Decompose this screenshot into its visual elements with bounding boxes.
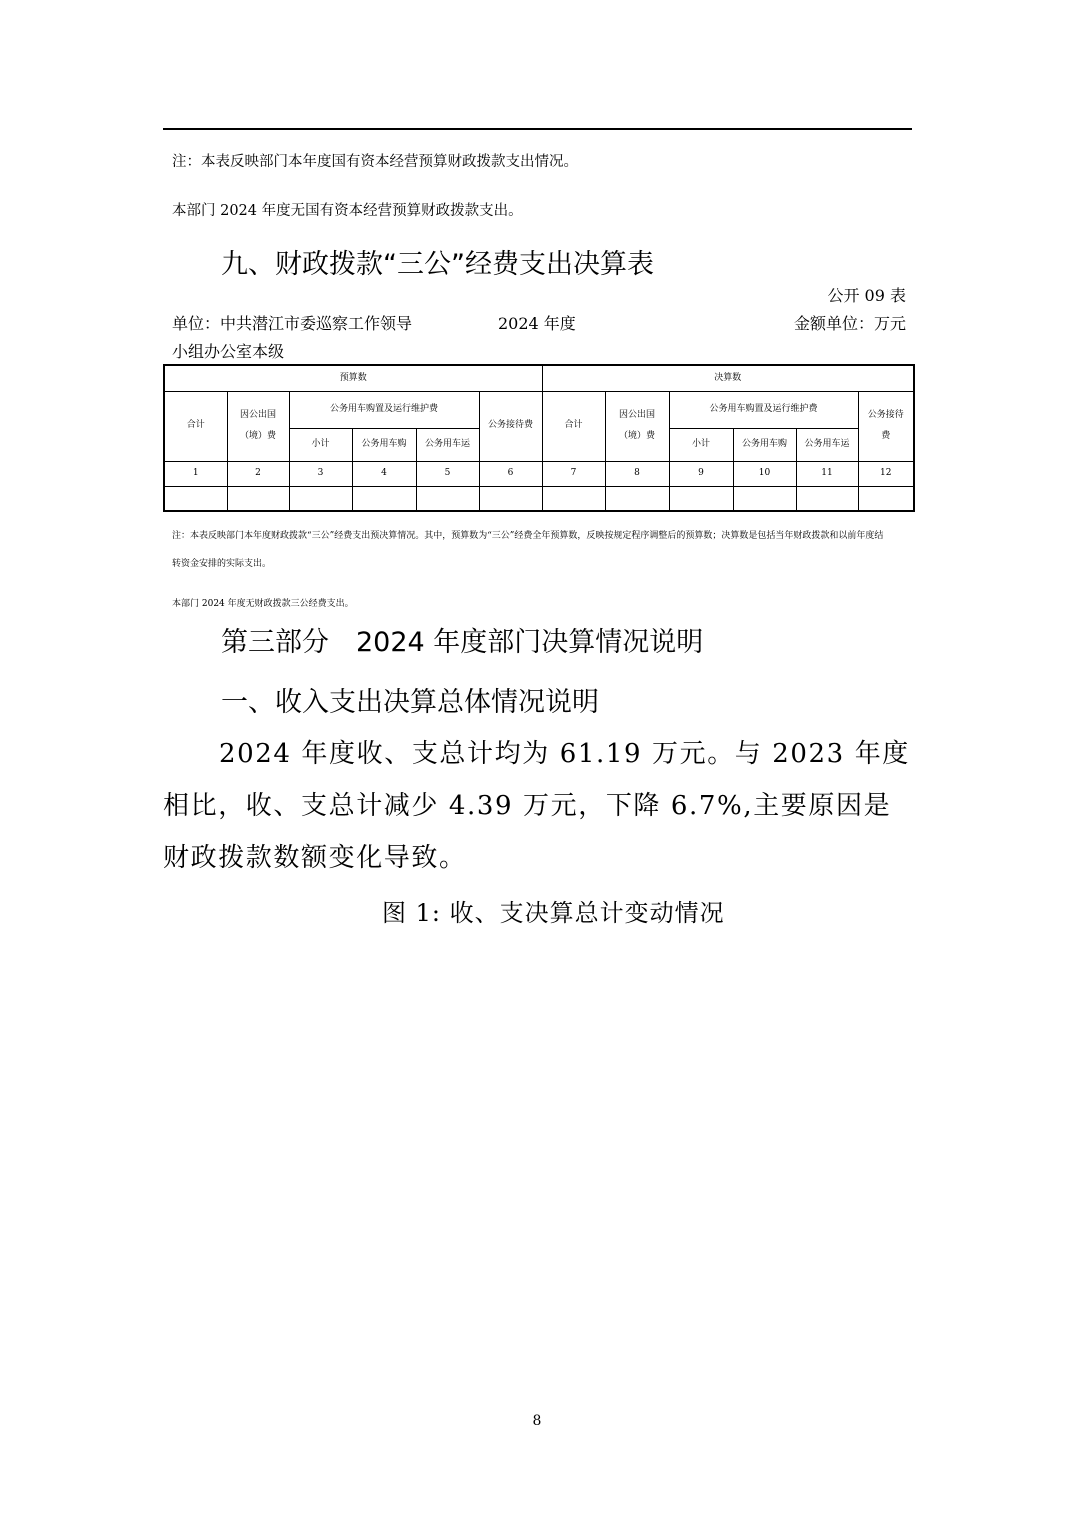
unit-line-1: 单位：中共潜江市委巡察工作领导 xyxy=(172,314,413,333)
budget-purchase-header: 公务用车购 xyxy=(352,428,416,461)
final-reception-header xyxy=(858,391,914,461)
empty-cell xyxy=(605,486,669,511)
table-note-statement: 本部门 2024 年度无财政拨款三公经费支出。 xyxy=(172,599,354,609)
table-empty-row xyxy=(164,486,914,511)
three-public-expenses-table xyxy=(163,364,915,512)
empty-cell xyxy=(858,486,914,511)
unit-line-2: 小组办公室本级 xyxy=(172,342,285,361)
col-number: 3 xyxy=(289,461,352,486)
table-note-line2: 转资金安排的实际支出。 xyxy=(172,559,272,569)
col-number: 7 xyxy=(542,461,605,486)
final-vehicle-header: 公务用车购置及运行维护费 xyxy=(669,391,858,428)
part3-title: 第三部分 2024 年度部门决算情况说明 xyxy=(221,627,704,658)
col-number: 1 xyxy=(164,461,227,486)
fiscal-year: 2024 年度 xyxy=(498,314,576,333)
form-number: 公开 09 表 xyxy=(827,286,906,305)
table-group-row xyxy=(164,365,914,391)
section9-title: 九、财政拨款“三公”经费支出决算表 xyxy=(221,249,654,280)
empty-cell xyxy=(796,486,858,511)
budget-abroad-header xyxy=(227,391,289,461)
final-operation-header: 公务用车运 xyxy=(796,428,858,461)
final-abroad-line1: 因公出国 xyxy=(619,409,656,420)
summary-paragraph: 2024 年度收、支总计均为 61.19 万元。与 2023 年度相比，收、支总计减少 4.39 万元，下降 6.7%,主要原因是财政拨款数额变化导致。 xyxy=(163,739,910,873)
empty-cell xyxy=(733,486,796,511)
col-number: 6 xyxy=(479,461,542,486)
col-number: 4 xyxy=(352,461,416,486)
budget-reception-header: 公务接待费 xyxy=(479,391,542,461)
section1-title: 一、收入支出决算总体情况说明 xyxy=(221,687,599,718)
table-note-line1: 注：本表反映部门本年度财政拨款“三公”经费支出预决算情况。其中，预算数为“三公”经费全年预算数，反映按规定程序调整后的预算数；决算数是包括当年财政拨款和以前年度结 xyxy=(172,531,884,541)
amount-unit: 金额单位：万元 xyxy=(793,314,906,333)
budget-abroad-line1: 因公出国 xyxy=(239,409,276,420)
budget-subtotal-header: 小计 xyxy=(289,428,352,461)
table-header-row xyxy=(164,391,914,428)
column-number-row xyxy=(164,461,914,486)
figure-caption: 图 1: 收、支决算总计变动情况 xyxy=(382,899,725,927)
final-reception-line2: 费 xyxy=(881,431,891,441)
col-number: 9 xyxy=(669,461,733,486)
top-rule xyxy=(163,128,912,130)
state-capital-note: 注：本表反映部门本年度国有资本经营预算财政拨款支出情况。 xyxy=(172,154,578,170)
empty-cell xyxy=(669,486,733,511)
final-abroad-line2: （境）费 xyxy=(619,431,656,441)
budget-total-header: 合计 xyxy=(164,391,227,461)
col-number: 8 xyxy=(605,461,669,486)
page-number: 8 xyxy=(532,1413,542,1429)
budget-operation-header: 公务用车运 xyxy=(416,428,479,461)
final-purchase-header: 公务用车购 xyxy=(733,428,796,461)
final-abroad-header xyxy=(605,391,669,461)
empty-cell xyxy=(542,486,605,511)
final-group-header: 决算数 xyxy=(542,365,914,391)
final-reception-line1: 公务接待 xyxy=(867,409,904,420)
final-subtotal-header: 小计 xyxy=(669,428,733,461)
col-number: 12 xyxy=(858,461,914,486)
col-number: 5 xyxy=(416,461,479,486)
col-number: 2 xyxy=(227,461,289,486)
empty-cell xyxy=(227,486,289,511)
empty-cell xyxy=(479,486,542,511)
budget-vehicle-header: 公务用车购置及运行维护费 xyxy=(289,391,479,428)
final-total-header: 合计 xyxy=(542,391,605,461)
empty-cell xyxy=(289,486,352,511)
budget-abroad-line2: （境）费 xyxy=(239,431,276,441)
state-capital-statement: 本部门 2024 年度无国有资本经营预算财政拨款支出。 xyxy=(172,203,523,219)
empty-cell xyxy=(352,486,416,511)
col-number: 11 xyxy=(796,461,858,486)
col-number: 10 xyxy=(733,461,796,486)
empty-cell xyxy=(416,486,479,511)
budget-group-header: 预算数 xyxy=(164,365,542,391)
empty-cell xyxy=(164,486,227,511)
